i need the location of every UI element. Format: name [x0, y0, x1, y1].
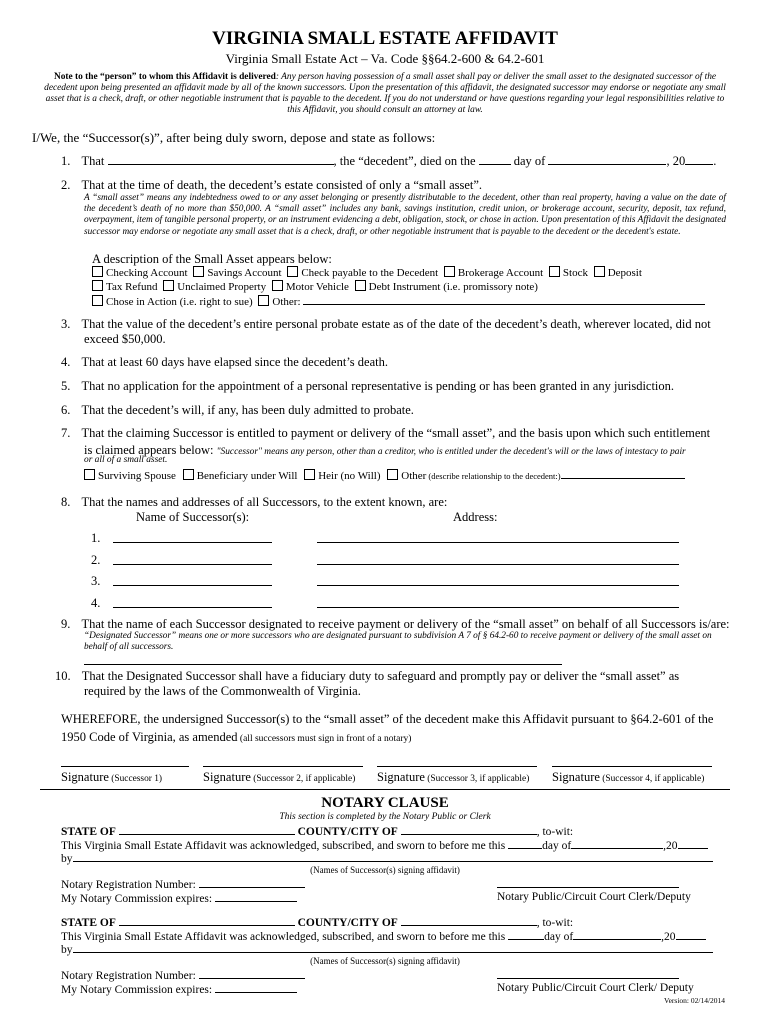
successor-2-name-field[interactable]	[113, 564, 272, 565]
beneficiary-checkbox[interactable]	[183, 469, 194, 480]
checkbox-label: Unclaimed Property	[177, 281, 267, 293]
registration-number-field-2[interactable]	[199, 968, 305, 979]
item-5	[61, 379, 674, 394]
ack-dayof: day of	[542, 840, 572, 852]
notary-signature-label-1: Notary Public/Circuit Court Clerk/Deputy	[497, 891, 691, 903]
state-field-2[interactable]	[119, 915, 295, 926]
signature-word: Signature	[61, 770, 109, 784]
check-payable-checkbox[interactable]	[287, 266, 298, 277]
checkbox-label: Motor Vehicle	[285, 281, 349, 293]
signature-line-4[interactable]	[552, 766, 712, 767]
item-1-year-text: , 20	[666, 154, 686, 168]
surviving-spouse-checkbox[interactable]	[84, 469, 95, 480]
to-wit-text: , to-wit:	[536, 826, 574, 838]
checkbox-label: Tax Refund	[106, 281, 158, 293]
signature-detail: (Successor 3, if applicable)	[424, 774, 530, 784]
debt-instrument-checkbox[interactable]	[355, 280, 366, 291]
item-7-line-2	[84, 441, 686, 459]
signature-detail: (Successor 1)	[108, 774, 163, 784]
tax-refund-checkbox[interactable]	[92, 280, 103, 291]
stock-checkbox[interactable]	[549, 266, 560, 277]
page-subtitle: Virginia Small Estate Act – Va. Code §§64.2-600 & 64.2-601	[225, 51, 545, 66]
item-9-text: That the name of each Successor designated to receive payment or delivery of the “small asset” on behalf of all Successors is/are:	[81, 617, 730, 631]
notary-clause-subtitle: This section is completed by the Notary Public or Clerk	[279, 812, 491, 822]
by-label: by	[61, 853, 73, 865]
unclaimed-property-checkbox[interactable]	[163, 280, 174, 291]
death-month-field[interactable]	[548, 154, 666, 165]
asset-row-3	[92, 294, 705, 308]
ack-year-text: ,20	[663, 840, 678, 852]
deposit-checkbox[interactable]	[594, 266, 605, 277]
successor-names-field[interactable]	[73, 851, 713, 862]
registration-label: Notary Registration Number:	[61, 970, 196, 982]
checkbox-label: Deposit	[607, 267, 642, 279]
item-9	[61, 617, 730, 632]
item-number: 1.	[61, 154, 71, 168]
signature-detail: (Successor 4, if applicable)	[599, 774, 705, 784]
ack-day-field-2[interactable]	[508, 929, 544, 940]
successor-name-header: Name of Successor(s):	[136, 510, 250, 524]
ack-dayof: day of	[544, 931, 574, 943]
item-6	[61, 403, 414, 418]
item-number: 10.	[55, 669, 71, 683]
by-label: by	[61, 944, 73, 956]
heir-checkbox[interactable]	[304, 469, 315, 480]
notary-reg-line-2	[61, 968, 305, 982]
wherefore-code: 1950 Code of Virginia, as amended	[61, 730, 238, 744]
names-hint-2: (Names of Successor(s) signing affidavit)	[310, 956, 460, 966]
item-6-text: That the decedent’s will, if any, has been duly admitted to probate.	[81, 403, 414, 417]
successor-3-name-field[interactable]	[113, 585, 272, 586]
item-4-text: That at least 60 days have elapsed since the decedent’s death.	[81, 355, 388, 369]
other-asset-checkbox[interactable]	[258, 295, 269, 306]
checkbox-label: Beneficiary under Will	[196, 470, 298, 482]
item-number: 3.	[61, 317, 71, 331]
signature-line-3[interactable]	[377, 766, 537, 767]
notary-ack-line-2	[61, 929, 706, 943]
ack-month-field-2[interactable]	[573, 929, 661, 940]
notary-ack-line	[61, 838, 708, 852]
item-8	[61, 495, 447, 510]
notary-signature-line-1[interactable]	[497, 887, 679, 888]
ack-year-text: ,20	[661, 931, 676, 943]
signature-word: Signature	[203, 770, 251, 784]
item-4	[61, 355, 388, 370]
commission-expiry-field[interactable]	[215, 891, 297, 902]
successor-definition: "Successor" means any person, other than a creditor, who is entitled under the decedent's will or the laws of intestacy to pair	[216, 447, 686, 457]
commission-label: My Notary Commission expires:	[61, 893, 213, 905]
page-title: VIRGINIA SMALL ESTATE AFFIDAVIT	[212, 28, 558, 49]
successor-row-number: 1.	[91, 531, 101, 545]
item-number: 4.	[61, 355, 71, 369]
successor-4-name-field[interactable]	[113, 607, 272, 608]
signature-detail: (Successor 2, if applicable)	[250, 774, 356, 784]
notary-by-line-2	[61, 942, 713, 956]
ack-day-field[interactable]	[508, 838, 542, 849]
checkbox-label: Checking Account	[106, 267, 188, 279]
checkbox-label: Surviving Spouse	[98, 470, 176, 482]
item-1-that: That	[81, 154, 105, 168]
other-relationship-field[interactable]	[561, 468, 685, 479]
checkbox-label: Other	[401, 470, 427, 482]
asset-row-1	[92, 266, 642, 279]
designated-successor-definition: “Designated Successor” means one or more successors who are designated pursuant to subdivision A 7 of § 64.2-60 to receive payment or delivery of the small asset on behalf of all successors.	[84, 631, 712, 653]
item-number: 8.	[61, 495, 71, 509]
basis-options	[84, 468, 685, 482]
item-5-text: That no application for the appointment of a personal representative is pending or has been granted in any jurisdiction.	[81, 379, 675, 393]
asset-row-2	[92, 280, 538, 293]
checkbox-label: Savings Account	[207, 267, 282, 279]
signature-word: Signature	[377, 770, 425, 784]
other-relationship-checkbox[interactable]	[387, 469, 398, 480]
checkbox-label: Chose in Action (i.e. right to sue)	[106, 296, 253, 308]
notary-signature-line-2[interactable]	[497, 978, 679, 979]
signature-line-2[interactable]	[203, 766, 363, 767]
state-of-label: STATE OF	[61, 917, 116, 929]
item-7-line-3: or all of a small asset.	[84, 455, 168, 465]
item-7-text: That the claiming Successor is entitled to payment or delivery of the “small asset”, and the basis upon which such entitlement	[81, 426, 711, 440]
checkbox-label: Debt Instrument (i.e. promissory note)	[368, 281, 538, 293]
delivery-note	[38, 72, 732, 116]
state-field[interactable]	[119, 824, 295, 835]
small-asset-definition: A “small asset” means any indebtedness owed to or any asset belonging or presently distributable to the decedent, other than real property, having a value on the date of the decedent’s death of no more than $50,000. A “small asset” includes any bank, savings institution, credit union, or brokerage account, security, deposit, tax refund, overpayment, item of tangible personal property, or an instrument evidencing a debt, obligation, stock, or chose in action. Upon presentation of this Affidavit the designated successor may endorse or negotiate any small asset that is a check, draft, or other negotiable instrument that is payable to the decedent or the decedent's estate.	[84, 193, 726, 237]
wherefore-clause: WHEREFORE, the undersigned Successor(s) to the “small asset” of the decedent make this Affidavit pursuant to §64.2-601 of the	[61, 712, 714, 726]
notary-commission-line-2	[61, 982, 297, 996]
checkbox-label: Brokerage Account	[457, 267, 544, 279]
item-1	[61, 154, 716, 169]
item-number: 9.	[61, 617, 71, 631]
item-10-text: That the Designated Successor shall have a fiduciary duty to safeguard and promptly pay or deliver the “small asset” as	[81, 669, 680, 683]
note-label: Note to the “person” to whom this Affidavit is delivered	[53, 72, 276, 82]
acknowledgement-text: This Virginia Small Estate Affidavit was acknowledged, subscribed, and sworn to before me this	[61, 840, 506, 852]
signature-label-3	[377, 770, 529, 785]
item-1-dayof: day of	[513, 154, 546, 168]
notary-by-line	[61, 851, 713, 865]
notary-signature-label-2: Notary Public/Circuit Court Clerk/ Deputy	[497, 982, 694, 994]
motor-vehicle-checkbox[interactable]	[272, 280, 283, 291]
acknowledgement-text: This Virginia Small Estate Affidavit was acknowledged, subscribed, and sworn to before me this	[61, 931, 506, 943]
item-3	[61, 317, 711, 332]
successor-row-number: 2.	[91, 553, 101, 567]
county-label: COUNTY/CITY OF	[297, 826, 398, 838]
successor-row-number: 4.	[91, 596, 101, 610]
notary-reg-line	[61, 877, 305, 891]
signature-label-2	[203, 770, 355, 785]
signature-label-4	[552, 770, 704, 785]
signature-label-1	[61, 770, 162, 785]
version-stamp: Version: 02/14/2014	[664, 996, 726, 1005]
savings-account-checkbox[interactable]	[193, 266, 204, 277]
note-text: : Any person having possession of a small asset shall pay or deliver the small asset to the designated successor of the decedent upon being presented an affidavit made by all of the known successors. Upon the presentation of this affidavit, the designated successor may endorse or negotiate any small asset that is a check, draft, or other negotiable instrument that is payable to the decedent. If you do not understand or have questions regarding your legal responsibilities relative to this Affidavit, you should consult an attorney at law.	[44, 72, 726, 115]
death-year-field[interactable]	[685, 154, 713, 165]
ack-year-field-2[interactable]	[676, 929, 706, 940]
ack-year-field[interactable]	[678, 838, 708, 849]
item-2-text: That at the time of death, the decedent’s estate consisted of only a “small asset”.	[81, 178, 483, 192]
item-1-period: .	[713, 154, 717, 168]
item-number: 2.	[61, 178, 71, 192]
successor-1-address-field[interactable]	[317, 542, 679, 543]
small-asset-description-label: A description of the Small Asset appears below:	[92, 252, 332, 266]
county-field-2[interactable]	[401, 915, 537, 926]
checkbox-label: Heir (no Will)	[318, 470, 381, 482]
commission-expiry-field-2[interactable]	[215, 982, 297, 993]
notary-state-line-2	[61, 915, 573, 929]
state-of-label: STATE OF	[61, 826, 116, 838]
signature-word: Signature	[552, 770, 600, 784]
checking-account-checkbox[interactable]	[92, 266, 103, 277]
notary-commission-line	[61, 891, 297, 905]
item-3-text: That the value of the decedent’s entire personal probate estate as of the date of the decedent’s death, wherever located, did not	[81, 317, 711, 331]
section-divider	[40, 789, 730, 790]
names-hint: (Names of Successor(s) signing affidavit)	[310, 865, 460, 875]
other-asset-field[interactable]	[303, 294, 705, 305]
wherefore-clause-line-2	[61, 728, 411, 746]
other-relationship-hint: (describe relationship to the decedent:)	[426, 471, 561, 481]
designated-successor-field[interactable]	[84, 664, 562, 665]
to-wit-text: , to-wit:	[536, 917, 574, 929]
successor-address-header: Address:	[453, 510, 498, 524]
chose-in-action-checkbox[interactable]	[92, 295, 103, 306]
item-1-decedent-text: , the “decedent”, died on the	[333, 154, 476, 168]
successor-3-address-field[interactable]	[317, 585, 679, 586]
item-number: 5.	[61, 379, 71, 393]
decedent-name-field[interactable]	[108, 154, 334, 165]
item-7	[61, 426, 710, 441]
item-3-line-2: exceed $50,000.	[84, 332, 166, 346]
registration-label: Notary Registration Number:	[61, 879, 196, 891]
item-10	[55, 669, 679, 684]
successor-names-field-2[interactable]	[73, 942, 713, 953]
commission-label: My Notary Commission expires:	[61, 984, 213, 996]
item-2	[61, 178, 482, 193]
wherefore-note: (all successors must sign in front of a notary)	[237, 734, 412, 744]
successor-1-name-field[interactable]	[113, 542, 272, 543]
registration-number-field[interactable]	[199, 877, 305, 888]
notary-state-line	[61, 824, 573, 838]
county-field[interactable]	[401, 824, 537, 835]
item-number: 6.	[61, 403, 71, 417]
checkbox-label: Check payable to the Decedent	[301, 267, 439, 279]
successor-2-address-field[interactable]	[317, 564, 679, 565]
death-day-field[interactable]	[479, 154, 511, 165]
item-8-text: That the names and addresses of all Successors, to the extent known, are:	[81, 495, 448, 509]
successor-row-number: 3.	[91, 574, 101, 588]
checkbox-label: Stock	[562, 267, 588, 279]
brokerage-account-checkbox[interactable]	[444, 266, 455, 277]
ack-month-field[interactable]	[571, 838, 663, 849]
item-number: 7.	[61, 426, 71, 440]
checkbox-label: Other:	[272, 296, 301, 308]
county-label: COUNTY/CITY OF	[297, 917, 398, 929]
item-10-line-2: required by the laws of the Commonwealth of Virginia.	[84, 684, 361, 698]
item-7-basis-label: is claimed appears below:	[84, 443, 217, 457]
successor-4-address-field[interactable]	[317, 607, 679, 608]
notary-clause-title: NOTARY CLAUSE	[321, 795, 449, 811]
intro-statement: I/We, the “Successor(s)”, after being duly sworn, depose and state as follows:	[32, 130, 436, 145]
signature-line-1[interactable]	[61, 766, 189, 767]
